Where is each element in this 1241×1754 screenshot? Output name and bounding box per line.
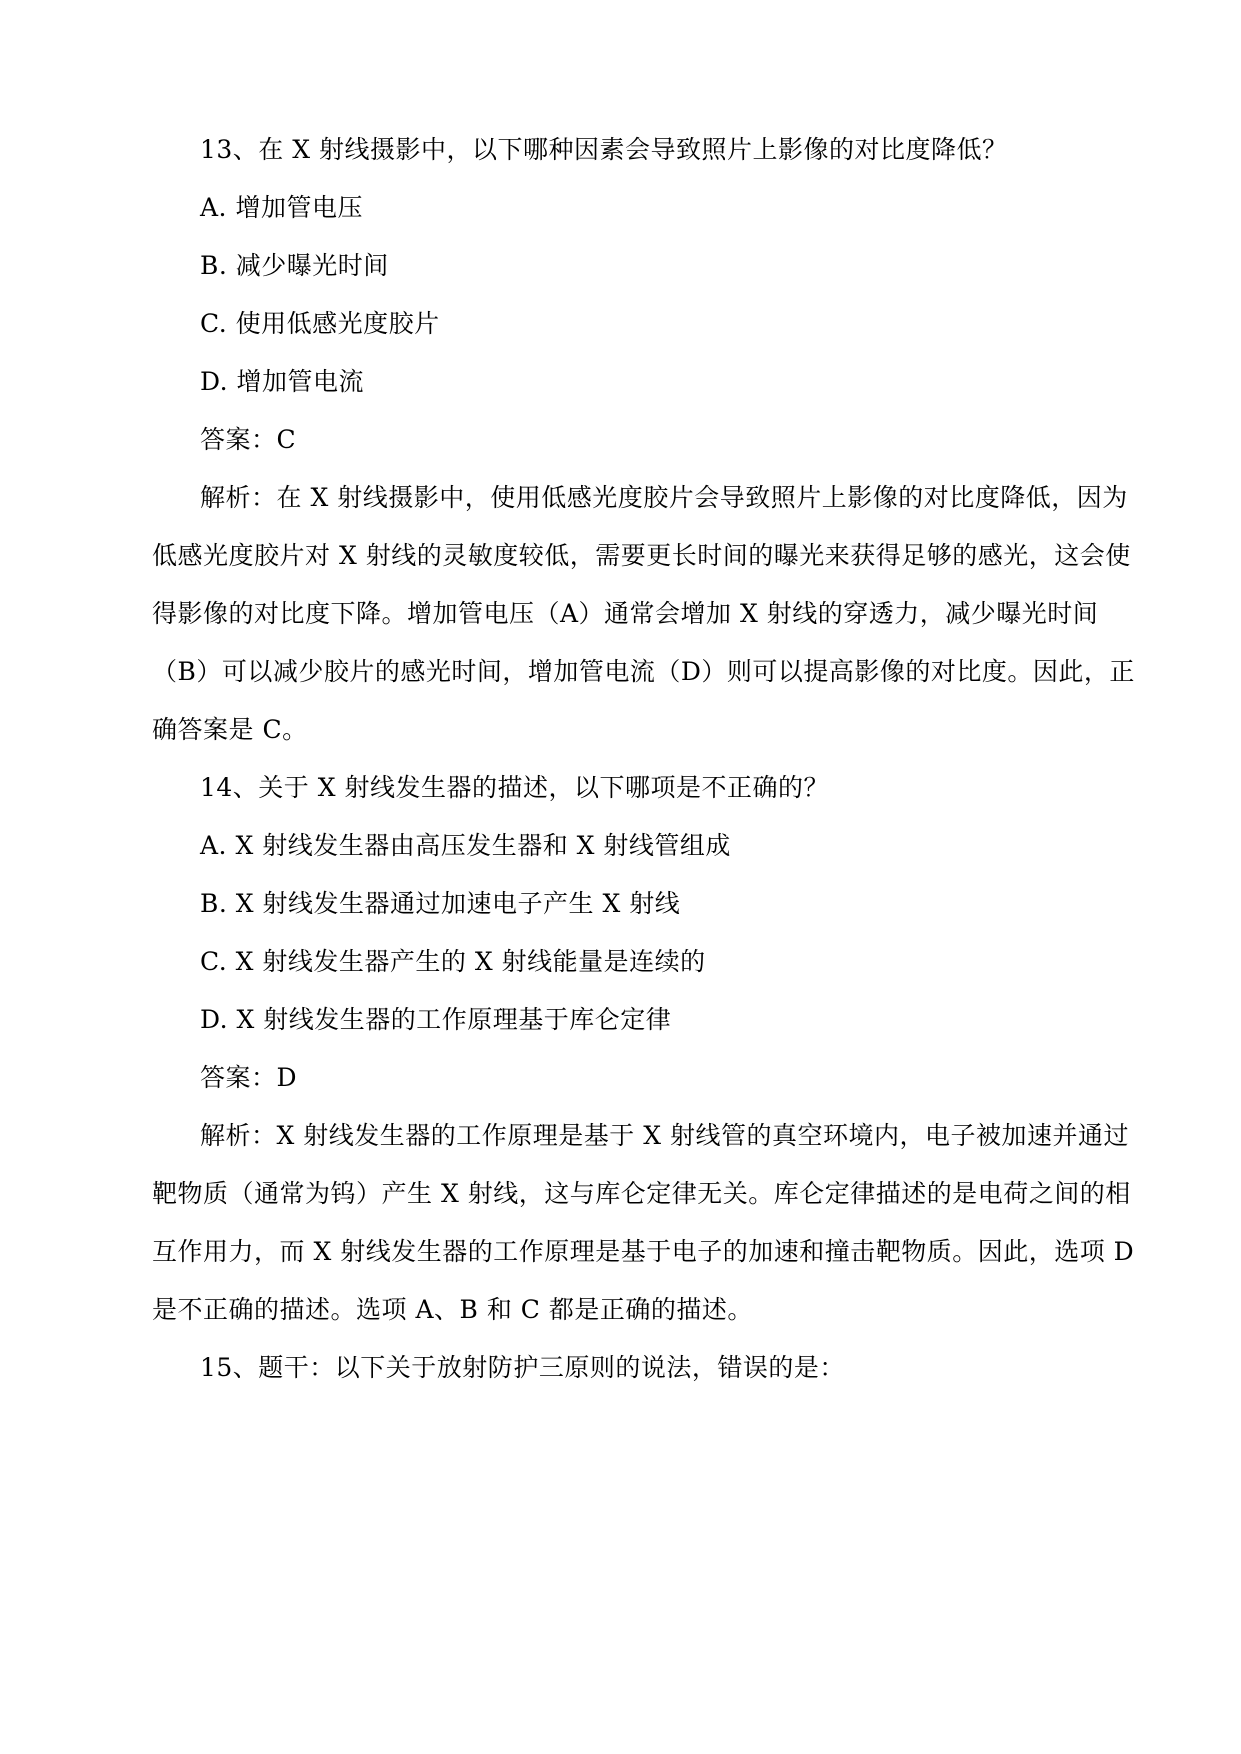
question-14-stem: 14、关于 X 射线发生器的描述，以下哪项是不正确的？ [200, 773, 830, 802]
question-14-analysis-line: 是不正确的描述。选项 A、B 和 C 都是正确的描述。 [152, 1295, 753, 1324]
question-13-analysis-line: 确答案是 C。 [152, 715, 308, 744]
question-14-answer: 答案：D [200, 1063, 298, 1092]
question-13-option-d: D. 增加管电流 [200, 367, 365, 396]
question-14-option-b: B. X 射线发生器通过加速电子产生 X 射线 [200, 889, 681, 918]
question-14-option-d: D. X 射线发生器的工作原理基于库仑定律 [200, 1005, 672, 1034]
question-13-option-b: B. 减少曝光时间 [200, 251, 389, 280]
question-14-analysis-line: 靶物质（通常为钨）产生 X 射线，这与库仑定律无关。库仑定律描述的是电荷之间的相 [152, 1179, 1131, 1208]
question-13-analysis-line: 低感光度胶片对 X 射线的灵敏度较低，需要更长时间的曝光来获得足够的感光，这会使 [152, 541, 1131, 570]
question-14-option-a: A. X 射线发生器由高压发生器和 X 射线管组成 [200, 831, 731, 860]
question-13-stem: 13、在 X 射线摄影中，以下哪种因素会导致照片上影像的对比度降低？ [200, 135, 1008, 164]
question-14-option-c: C. X 射线发生器产生的 X 射线能量是连续的 [200, 947, 706, 976]
question-14-analysis-line: 互作用力，而 X 射线发生器的工作原理是基于电子的加速和撞击靶物质。因此，选项 D [152, 1237, 1135, 1266]
question-13-analysis-line: 得影像的对比度下降。增加管电压（A）通常会增加 X 射线的穿透力，减少曝光时间 [152, 599, 1099, 628]
question-15-stem: 15、题干：以下关于放射防护三原则的说法，错误的是： [200, 1353, 845, 1382]
question-13-analysis-line: 解析：在 X 射线摄影中，使用低感光度胶片会导致照片上影像的对比度降低，因为 [200, 483, 1128, 512]
question-13-answer: 答案：C [200, 425, 297, 454]
question-14-analysis-line: 解析：X 射线发生器的工作原理是基于 X 射线管的真空环境内，电子被加速并通过 [200, 1121, 1129, 1150]
question-13-analysis-line: （B）可以减少胶片的感光时间，增加管电流（D）则可以提高影像的对比度。因此，正 [152, 657, 1135, 686]
question-13-option-a: A. 增加管电压 [200, 193, 363, 222]
question-13-option-c: C. 使用低感光度胶片 [200, 309, 440, 338]
